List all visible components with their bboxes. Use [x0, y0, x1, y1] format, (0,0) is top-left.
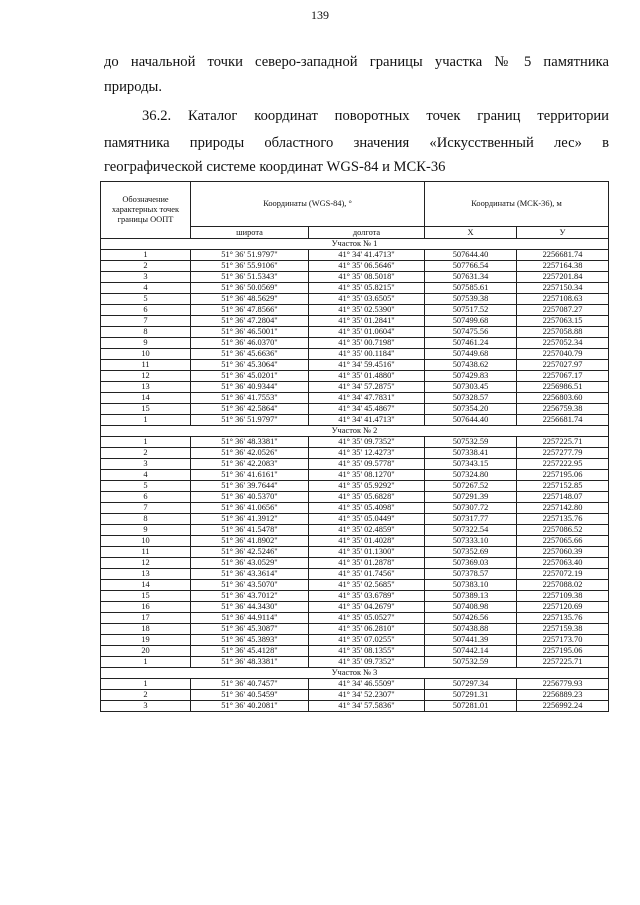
point-number-cell: 12 [101, 558, 191, 569]
table-row [101, 646, 609, 657]
longitude-cell: 41° 34' 57.5836" [309, 701, 425, 712]
point-number-cell: 12 [101, 371, 191, 382]
latitude-cell: 51° 36' 40.5370" [191, 492, 309, 503]
y-cell: 2257148.07 [517, 492, 609, 503]
x-cell: 507539.38 [425, 294, 517, 305]
longitude-cell: 41° 35' 05.4098" [309, 503, 425, 514]
y-cell: 2257152.85 [517, 481, 609, 492]
y-cell: 2257088.02 [517, 580, 609, 591]
x-cell: 507766.54 [425, 261, 517, 272]
latitude-cell: 51° 36' 51.9797" [191, 250, 309, 261]
x-cell: 507438.62 [425, 360, 517, 371]
longitude-cell: 41° 35' 08.1270" [309, 470, 425, 481]
x-cell: 507328.57 [425, 393, 517, 404]
x-cell: 507343.15 [425, 459, 517, 470]
section-row [101, 239, 609, 250]
header-msk-coordinates: Координаты (МСК-36), м [425, 182, 609, 227]
point-number-cell: 7 [101, 316, 191, 327]
x-cell: 507354.20 [425, 404, 517, 415]
table-row [101, 327, 609, 338]
latitude-cell: 51° 36' 45.6636" [191, 349, 309, 360]
subheader-y: У [517, 227, 609, 239]
y-cell: 2257225.71 [517, 657, 609, 668]
x-cell: 507322.54 [425, 525, 517, 536]
longitude-cell: 41° 35' 00.1184" [309, 349, 425, 360]
latitude-cell: 51° 36' 47.2804" [191, 316, 309, 327]
latitude-cell: 51° 36' 44.9114" [191, 613, 309, 624]
y-cell: 2256779.93 [517, 679, 609, 690]
point-number-cell: 7 [101, 503, 191, 514]
table-row [101, 679, 609, 690]
point-number-cell: 16 [101, 602, 191, 613]
x-cell: 507631.34 [425, 272, 517, 283]
longitude-cell: 41° 35' 08.5018" [309, 272, 425, 283]
longitude-cell: 41° 34' 45.4867" [309, 404, 425, 415]
y-cell: 2257150.34 [517, 283, 609, 294]
longitude-cell: 41° 35' 02.5390" [309, 305, 425, 316]
point-number-cell: 1 [101, 657, 191, 668]
table-row [101, 481, 609, 492]
point-number-cell: 4 [101, 283, 191, 294]
x-cell: 507267.52 [425, 481, 517, 492]
table-row [101, 470, 609, 481]
point-number-cell: 1 [101, 679, 191, 690]
point-number-cell: 8 [101, 514, 191, 525]
x-cell: 507389.13 [425, 591, 517, 602]
table-row [101, 492, 609, 503]
y-cell: 2257063.15 [517, 316, 609, 327]
y-cell: 2257135.76 [517, 613, 609, 624]
y-cell: 2257086.52 [517, 525, 609, 536]
table-row [101, 690, 609, 701]
intro-paragraph-line2: природы. [104, 79, 162, 95]
latitude-cell: 51° 36' 41.6161" [191, 470, 309, 481]
table-row [101, 701, 609, 712]
point-number-cell: 4 [101, 470, 191, 481]
longitude-cell: 41° 35' 06.5646" [309, 261, 425, 272]
y-cell: 2257222.95 [517, 459, 609, 470]
latitude-cell: 51° 36' 40.2081" [191, 701, 309, 712]
longitude-cell: 41° 35' 05.9292" [309, 481, 425, 492]
x-cell: 507438.88 [425, 624, 517, 635]
y-cell: 2257087.27 [517, 305, 609, 316]
x-cell: 507429.83 [425, 371, 517, 382]
section-title: Участок № 2 [101, 426, 609, 437]
section-title: Участок № 3 [101, 668, 609, 679]
table-row [101, 580, 609, 591]
table-row [101, 514, 609, 525]
point-number-cell: 13 [101, 382, 191, 393]
header-wgs-coordinates: Координаты (WGS-84), ° [191, 182, 425, 227]
table-row [101, 536, 609, 547]
table-row [101, 437, 609, 448]
x-cell: 507449.68 [425, 349, 517, 360]
latitude-cell: 51° 36' 39.7644" [191, 481, 309, 492]
latitude-cell: 51° 36' 41.3912" [191, 514, 309, 525]
x-cell: 507442.14 [425, 646, 517, 657]
latitude-cell: 51° 36' 43.3614" [191, 569, 309, 580]
table-row [101, 448, 609, 459]
longitude-cell: 41° 34' 41.4713" [309, 250, 425, 261]
table-row [101, 591, 609, 602]
y-cell: 2257195.06 [517, 646, 609, 657]
y-cell: 2257109.38 [517, 591, 609, 602]
latitude-cell: 51° 36' 48.3381" [191, 657, 309, 668]
point-number-cell: 3 [101, 272, 191, 283]
x-cell: 507369.03 [425, 558, 517, 569]
y-cell: 2256889.23 [517, 690, 609, 701]
latitude-cell: 51° 36' 42.5864" [191, 404, 309, 415]
latitude-cell: 51° 36' 40.5459" [191, 690, 309, 701]
x-cell: 507532.59 [425, 657, 517, 668]
latitude-cell: 51° 36' 45.3893" [191, 635, 309, 646]
y-cell: 2257060.39 [517, 547, 609, 558]
point-number-cell: 6 [101, 492, 191, 503]
point-number-cell: 14 [101, 580, 191, 591]
longitude-cell: 41° 34' 59.4516" [309, 360, 425, 371]
table-row [101, 261, 609, 272]
longitude-cell: 41° 35' 01.2878" [309, 558, 425, 569]
subheader-latitude: широта [191, 227, 309, 239]
x-cell: 507281.01 [425, 701, 517, 712]
latitude-cell: 51° 36' 41.0656" [191, 503, 309, 514]
x-cell: 507426.56 [425, 613, 517, 624]
y-cell: 2257027.97 [517, 360, 609, 371]
y-cell: 2257173.70 [517, 635, 609, 646]
x-cell: 507532.59 [425, 437, 517, 448]
point-number-cell: 15 [101, 591, 191, 602]
point-number-cell: 3 [101, 459, 191, 470]
latitude-cell: 51° 36' 51.9797" [191, 415, 309, 426]
longitude-cell: 41° 34' 47.7831" [309, 393, 425, 404]
latitude-cell: 51° 36' 47.8566" [191, 305, 309, 316]
table-row [101, 602, 609, 613]
y-cell: 2257052.34 [517, 338, 609, 349]
table-row [101, 459, 609, 470]
point-number-cell: 19 [101, 635, 191, 646]
longitude-cell: 41° 35' 03.6789" [309, 591, 425, 602]
latitude-cell: 51° 36' 55.9106" [191, 261, 309, 272]
point-number-cell: 17 [101, 613, 191, 624]
longitude-cell: 41° 35' 07.0255" [309, 635, 425, 646]
x-cell: 507383.10 [425, 580, 517, 591]
latitude-cell: 51° 36' 51.5343" [191, 272, 309, 283]
y-cell: 2256681.74 [517, 415, 609, 426]
latitude-cell: 51° 36' 48.5629" [191, 294, 309, 305]
section-row [101, 426, 609, 437]
section-title: Участок № 1 [101, 239, 609, 250]
latitude-cell: 51° 36' 42.2083" [191, 459, 309, 470]
latitude-cell: 51° 36' 43.5070" [191, 580, 309, 591]
x-cell: 507461.24 [425, 338, 517, 349]
y-cell: 2257164.38 [517, 261, 609, 272]
point-number-cell: 2 [101, 690, 191, 701]
y-cell: 2257108.63 [517, 294, 609, 305]
longitude-cell: 41° 35' 01.4028" [309, 536, 425, 547]
x-cell: 507324.80 [425, 470, 517, 481]
point-number-cell: 1 [101, 250, 191, 261]
x-cell: 507441.39 [425, 635, 517, 646]
y-cell: 2256803.60 [517, 393, 609, 404]
y-cell: 2257195.06 [517, 470, 609, 481]
y-cell: 2257072.19 [517, 569, 609, 580]
table-row [101, 393, 609, 404]
x-cell: 507307.72 [425, 503, 517, 514]
point-number-cell: 15 [101, 404, 191, 415]
section-row [101, 668, 609, 679]
table-row [101, 635, 609, 646]
y-cell: 2257058.88 [517, 327, 609, 338]
latitude-cell: 51° 36' 45.3087" [191, 624, 309, 635]
point-number-cell: 18 [101, 624, 191, 635]
longitude-cell: 41° 34' 57.2875" [309, 382, 425, 393]
x-cell: 507475.56 [425, 327, 517, 338]
point-number-cell: 10 [101, 349, 191, 360]
longitude-cell: 41° 35' 01.7456" [309, 569, 425, 580]
subheader-longitude: долгота [309, 227, 425, 239]
y-cell: 2256681.74 [517, 250, 609, 261]
point-number-cell: 2 [101, 261, 191, 272]
table-row [101, 547, 609, 558]
x-cell: 507378.57 [425, 569, 517, 580]
section-heading-line3: географической системе координат WGS-84 и МСК-36 [104, 159, 446, 175]
latitude-cell: 51° 36' 45.4128" [191, 646, 309, 657]
latitude-cell: 51° 36' 40.7457" [191, 679, 309, 690]
y-cell: 2257063.40 [517, 558, 609, 569]
table-row [101, 371, 609, 382]
header-point-name: Обозначение характерных точек границы ООПТ [101, 182, 191, 239]
point-number-cell: 5 [101, 294, 191, 305]
longitude-cell: 41° 35' 05.8215" [309, 283, 425, 294]
table-row [101, 569, 609, 580]
table-row [101, 338, 609, 349]
longitude-cell: 41° 35' 09.7352" [309, 657, 425, 668]
coordinates-table [100, 181, 609, 712]
x-cell: 507317.77 [425, 514, 517, 525]
latitude-cell: 51° 36' 43.0529" [191, 558, 309, 569]
x-cell: 507333.10 [425, 536, 517, 547]
x-cell: 507352.69 [425, 547, 517, 558]
latitude-cell: 51° 36' 42.5246" [191, 547, 309, 558]
point-number-cell: 3 [101, 701, 191, 712]
x-cell: 507291.39 [425, 492, 517, 503]
longitude-cell: 41° 34' 41.4713" [309, 415, 425, 426]
table-row [101, 316, 609, 327]
point-number-cell: 5 [101, 481, 191, 492]
latitude-cell: 51° 36' 45.0201" [191, 371, 309, 382]
point-number-cell: 10 [101, 536, 191, 547]
page-number: 139 [311, 8, 329, 22]
y-cell: 2257135.76 [517, 514, 609, 525]
point-number-cell: 11 [101, 360, 191, 371]
point-number-cell: 8 [101, 327, 191, 338]
latitude-cell: 51° 36' 46.0370" [191, 338, 309, 349]
y-cell: 2257040.79 [517, 349, 609, 360]
point-number-cell: 9 [101, 525, 191, 536]
longitude-cell: 41° 35' 01.1300" [309, 547, 425, 558]
table-row [101, 657, 609, 668]
point-number-cell: 11 [101, 547, 191, 558]
latitude-cell: 51° 36' 50.0569" [191, 283, 309, 294]
latitude-cell: 51° 36' 43.7012" [191, 591, 309, 602]
point-number-cell: 1 [101, 437, 191, 448]
y-cell: 2257065.66 [517, 536, 609, 547]
latitude-cell: 51° 36' 44.3430" [191, 602, 309, 613]
table-row [101, 525, 609, 536]
point-number-cell: 2 [101, 448, 191, 459]
latitude-cell: 51° 36' 45.3064" [191, 360, 309, 371]
x-cell: 507291.31 [425, 690, 517, 701]
longitude-cell: 41° 34' 52.2307" [309, 690, 425, 701]
latitude-cell: 51° 36' 41.8902" [191, 536, 309, 547]
latitude-cell: 51° 36' 41.7553" [191, 393, 309, 404]
y-cell: 2257142.80 [517, 503, 609, 514]
longitude-cell: 41° 35' 06.2810" [309, 624, 425, 635]
longitude-cell: 41° 35' 00.7198" [309, 338, 425, 349]
y-cell: 2257277.79 [517, 448, 609, 459]
point-number-cell: 13 [101, 569, 191, 580]
y-cell: 2256759.38 [517, 404, 609, 415]
point-number-cell: 6 [101, 305, 191, 316]
longitude-cell: 41° 35' 08.1355" [309, 646, 425, 657]
table-row [101, 360, 609, 371]
y-cell: 2257067.17 [517, 371, 609, 382]
table-row [101, 305, 609, 316]
longitude-cell: 41° 35' 02.4859" [309, 525, 425, 536]
longitude-cell: 41° 35' 04.2679" [309, 602, 425, 613]
subheader-x: X [425, 227, 517, 239]
table-row [101, 558, 609, 569]
y-cell: 2256992.24 [517, 701, 609, 712]
y-cell: 2257201.84 [517, 272, 609, 283]
latitude-cell: 51° 36' 41.5478" [191, 525, 309, 536]
x-cell: 507499.68 [425, 316, 517, 327]
longitude-cell: 41° 35' 05.0449" [309, 514, 425, 525]
x-cell: 507585.61 [425, 283, 517, 294]
table-row [101, 404, 609, 415]
point-number-cell: 1 [101, 415, 191, 426]
y-cell: 2257159.38 [517, 624, 609, 635]
longitude-cell: 41° 35' 02.5685" [309, 580, 425, 591]
latitude-cell: 51° 36' 46.5001" [191, 327, 309, 338]
table-row [101, 613, 609, 624]
point-number-cell: 9 [101, 338, 191, 349]
table-row [101, 250, 609, 261]
x-cell: 507517.52 [425, 305, 517, 316]
point-number-cell: 14 [101, 393, 191, 404]
table-row [101, 294, 609, 305]
longitude-cell: 41° 35' 05.6828" [309, 492, 425, 503]
table-row [101, 415, 609, 426]
longitude-cell: 41° 35' 05.0527" [309, 613, 425, 624]
longitude-cell: 41° 35' 03.6505" [309, 294, 425, 305]
table-body [101, 239, 609, 712]
x-cell: 507644.40 [425, 250, 517, 261]
y-cell: 2257225.71 [517, 437, 609, 448]
longitude-cell: 41° 35' 09.5778" [309, 459, 425, 470]
x-cell: 507297.34 [425, 679, 517, 690]
table-row [101, 382, 609, 393]
x-cell: 507338.41 [425, 448, 517, 459]
latitude-cell: 51° 36' 40.9344" [191, 382, 309, 393]
longitude-cell: 41° 35' 01.4880" [309, 371, 425, 382]
table-row [101, 503, 609, 514]
table-row [101, 349, 609, 360]
y-cell: 2256986.51 [517, 382, 609, 393]
section-heading-line2: памятника природы областного значения «Искусственный лес» в [104, 135, 609, 151]
latitude-cell: 51° 36' 42.0526" [191, 448, 309, 459]
x-cell: 507644.40 [425, 415, 517, 426]
latitude-cell: 51° 36' 48.3381" [191, 437, 309, 448]
section-heading-line1: 36.2. Каталог координат поворотных точек границ территории [142, 108, 609, 124]
point-number-cell: 20 [101, 646, 191, 657]
y-cell: 2257120.69 [517, 602, 609, 613]
intro-paragraph-line1: до начальной точки северо-западной границы участка № 5 памятника [104, 54, 609, 70]
table-row [101, 272, 609, 283]
x-cell: 507408.98 [425, 602, 517, 613]
longitude-cell: 41° 35' 09.7352" [309, 437, 425, 448]
table-row [101, 624, 609, 635]
x-cell: 507303.45 [425, 382, 517, 393]
longitude-cell: 41° 35' 01.2841" [309, 316, 425, 327]
longitude-cell: 41° 34' 46.5509" [309, 679, 425, 690]
table-row [101, 283, 609, 294]
longitude-cell: 41° 35' 01.0604" [309, 327, 425, 338]
longitude-cell: 41° 35' 12.4273" [309, 448, 425, 459]
